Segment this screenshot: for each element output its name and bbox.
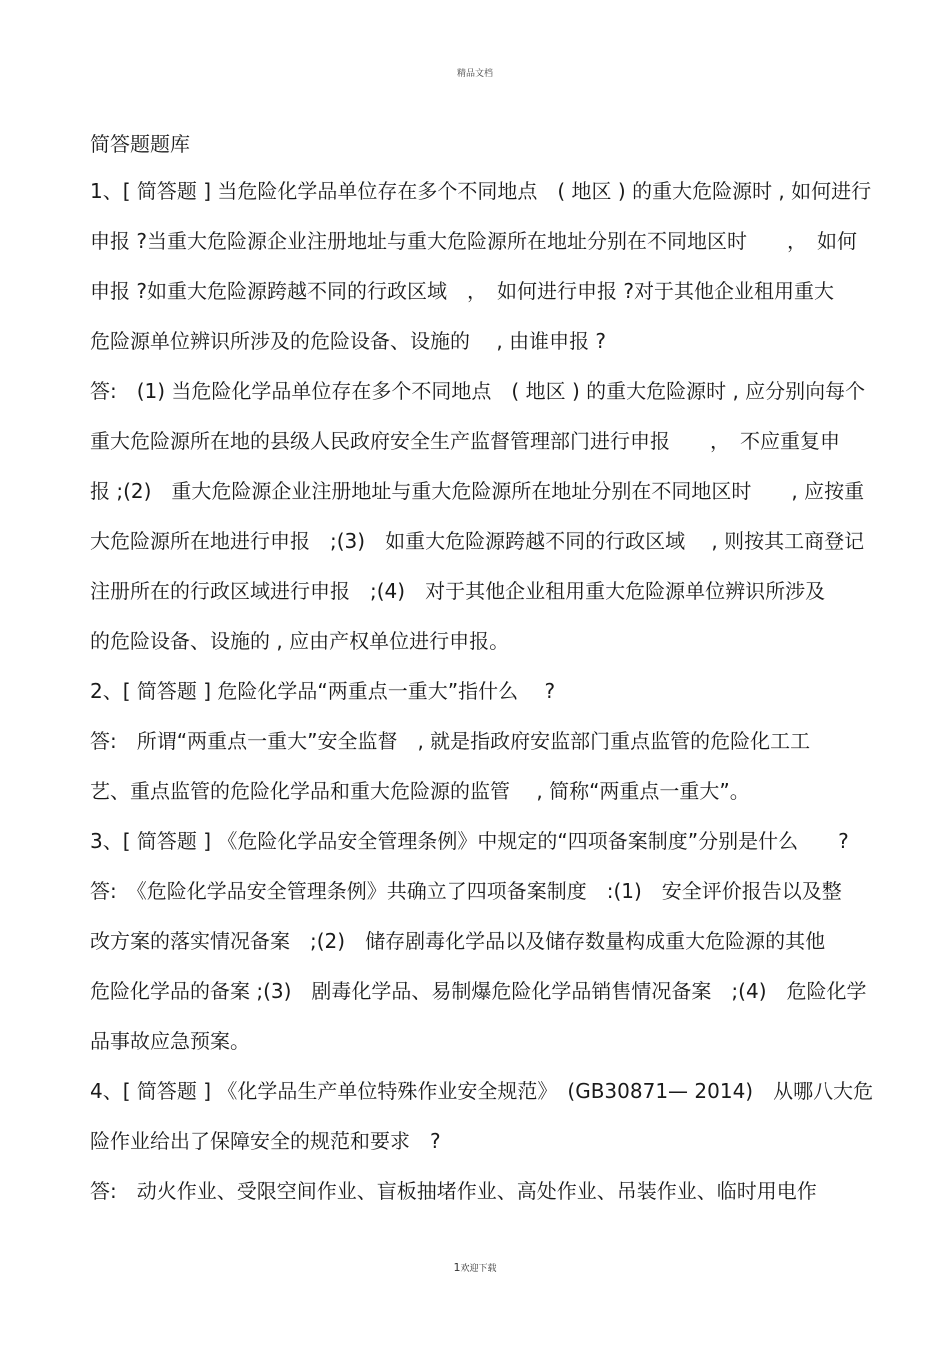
text-line: 申报 ?当重大危险源企业注册地址与重大危险源所在地址分别在不同地区时 ， 如何 bbox=[90, 229, 857, 253]
text-line: 重大危险源所在地的县级人民政府安全生产监督管理部门进行申报 ， 不应重复申 bbox=[90, 429, 840, 453]
footer-text: 欢迎下载 bbox=[460, 1264, 497, 1274]
text-line: 2、[ 简答题 ] 危险化学品“两重点一重大”指什么 ? bbox=[90, 679, 556, 703]
text-line: 危险化学品的备案 ;(3) 剧毒化学品、易制爆危险化学品销售情况备案 ;(4) 危险化学 bbox=[90, 979, 867, 1003]
page-header: 精品文档 bbox=[456, 69, 493, 79]
document-title: 简答题题库 bbox=[90, 132, 190, 156]
text-line: 3、[ 简答题 ] 《危险化学品安全管理条例》中规定的“四项备案制度”分别是什么 ? bbox=[90, 829, 849, 853]
page-number: 1 bbox=[453, 1261, 461, 1274]
text-line: 申报 ?如重大危险源跨越不同的行政区域 ， 如何进行申报 ?对于其他企业租用重大 bbox=[90, 279, 834, 303]
text-line: 改方案的落实情况备案 ;(2) 储存剧毒化学品以及储存数量构成重大危险源的其他 bbox=[90, 929, 826, 953]
text-line: 报 ;(2) 重大危险源企业注册地址与重大危险源所在地址分别在不同地区时 , 应按重 bbox=[90, 479, 865, 503]
text-line: 注册所在的行政区域进行申报 ;(4) 对于其他企业租用重大危险源单位辨识所涉及 bbox=[90, 579, 826, 603]
text-line: 答: 动火作业、受限空间作业、盲板抽堵作业、高处作业、吊装作业、临时用电作 bbox=[90, 1179, 817, 1203]
text-line: 危险源单位辨识所涉及的危险设备、设施的 , 由谁申报 ? bbox=[90, 329, 607, 353]
text-line: 的危险设备、设施的 , 应由产权单位进行申报。 bbox=[90, 629, 510, 653]
text-line: 险作业给出了保障安全的规范和要求 ? bbox=[90, 1129, 441, 1153]
text-line: 艺、重点监管的危险化学品和重大危险源的监管 , 简称“两重点一重大”。 bbox=[90, 779, 750, 803]
text-line: 答: (1) 当危险化学品单位存在多个不同地点 ( 地区 ) 的重大危险源时 , 应分别向每个 bbox=[90, 379, 866, 403]
text-line: 4、[ 简答题 ] 《化学品生产单位特殊作业安全规范》 (GB30871— 2014) 从哪八大危 bbox=[90, 1079, 874, 1103]
text-line: 品事故应急预案。 bbox=[90, 1029, 250, 1053]
text-line: 答: 《危险化学品安全管理条例》共确立了四项备案制度 :(1) 安全评价报告以及整 bbox=[90, 879, 842, 903]
text-line: 大危险源所在地进行申报 ;(3) 如重大危险源跨越不同的行政区域 , 则按其工商登记 bbox=[90, 529, 865, 553]
page-footer bbox=[0, 1261, 950, 1274]
text-line: 1、[ 简答题 ] 当危险化学品单位存在多个不同地点 ( 地区 ) 的重大危险源时 , 如何进行 bbox=[90, 179, 872, 203]
text-line: 答: 所谓“两重点一重大”安全监督 , 就是指政府安监部门重点监管的危险化工工 bbox=[90, 729, 811, 753]
